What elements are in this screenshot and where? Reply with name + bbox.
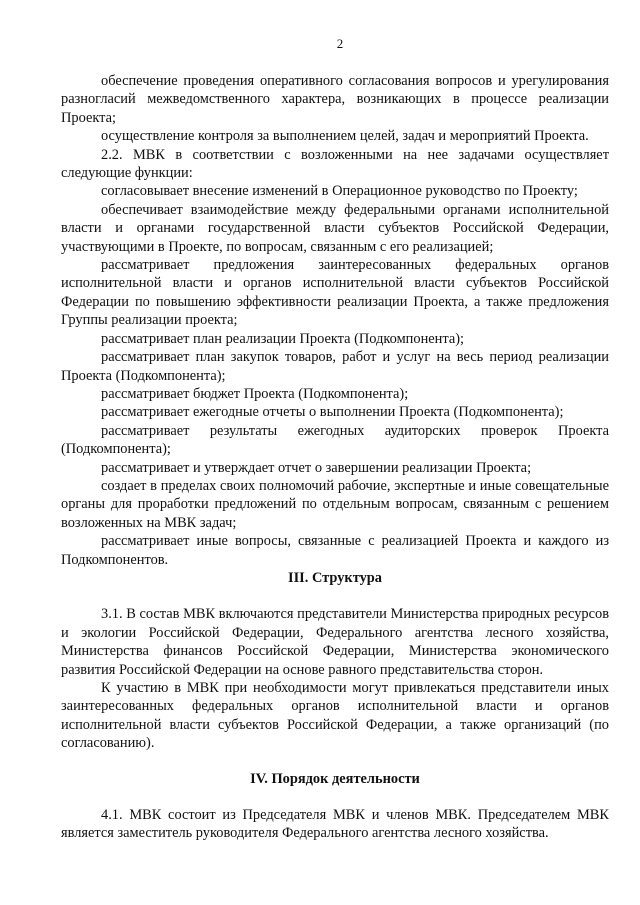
paragraph: согласовывает внесение изменений в Операционное руководство по Проекту; <box>101 183 578 200</box>
paragraph: рассматривает результаты ежегодных аудиторских проверок Проекта (Подкомпонента); <box>61 422 609 458</box>
spacer <box>61 587 609 605</box>
section-heading: III. Структура <box>287 569 383 586</box>
paragraph: осуществление контроля за выполнением целей, задач и мероприятий Проекта. <box>101 128 589 145</box>
paragraph: обеспечение проведения оперативного согласования вопросов и урегулирования разногласий межведомственного характера, возникающих в процессе реализации Проекта; <box>61 73 609 126</box>
paragraph: рассматривает ежегодные отчеты о выполнении Проекта (Подкомпонента); <box>101 404 564 421</box>
paragraph: рассматривает и утверждает отчет о завершении реализации Проекта; <box>101 459 532 476</box>
document-body <box>61 72 609 843</box>
paragraph: К участию в МВК при необходимости могут привлекаться представители иных заинтересованных федеральных органов исполнительной власти и органов исполнительной власти субъектов Российской Федерации, а также организаций (по согласованию). <box>61 680 609 752</box>
spacer <box>61 753 609 770</box>
paragraph: создает в пределах своих полномочий рабочие, экспертные и иные совещательные органы для проработки предложений по отдельным вопросам, связанным с решением возложенных на МВК задач; <box>61 477 609 531</box>
page-number: 2 <box>336 36 344 51</box>
paragraph: 3.1. В состав МВК включаются представители Министерства природных ресурсов и экологии Российской Федерации, Федерального агентства лесного хозяйства, Министерства финансов Российской Федерации, Министерства экономического развития Российской Федерации на основе равного представительства сторон. <box>61 606 609 678</box>
paragraph: рассматривает иные вопросы, связанные с реализацией Проекта и каждого из Подкомпонентов. <box>61 533 609 568</box>
paragraph: рассматривает предложения заинтересованных федеральных органов исполнительной власти и органов исполнительной власти субъектов Российской Федерации по повышению эффективности реализации Проекта, а также предложения Группы реализации проекта; <box>61 257 609 329</box>
paragraph: 2.2. МВК в соответствии с возложенными на нее задачами осуществляет следующие функции: <box>61 146 609 182</box>
section-heading: IV. Порядок деятельности <box>250 770 420 787</box>
spacer <box>61 788 609 806</box>
paragraph: рассматривает бюджет Проекта (Подкомпонента); <box>101 385 409 402</box>
paragraph: рассматривает план реализации Проекта (Подкомпонента); <box>101 330 465 347</box>
paragraph: обеспечивает взаимодействие между федеральными органами исполнительной власти и органами государственной власти субъектов Российской Федерации, участвующими в Проекте, по вопросам, связанным с его реализацией; <box>61 201 609 255</box>
paragraph: рассматривает план закупок товаров, работ и услуг на весь период реализации Проекта (Подкомпонента); <box>61 349 609 384</box>
paragraph: 4.1. МВК состоит из Председателя МВК и членов МВК. Председателем МВК является заместитель руководителя Федерального агентства лесного хозяйства. <box>61 807 609 842</box>
